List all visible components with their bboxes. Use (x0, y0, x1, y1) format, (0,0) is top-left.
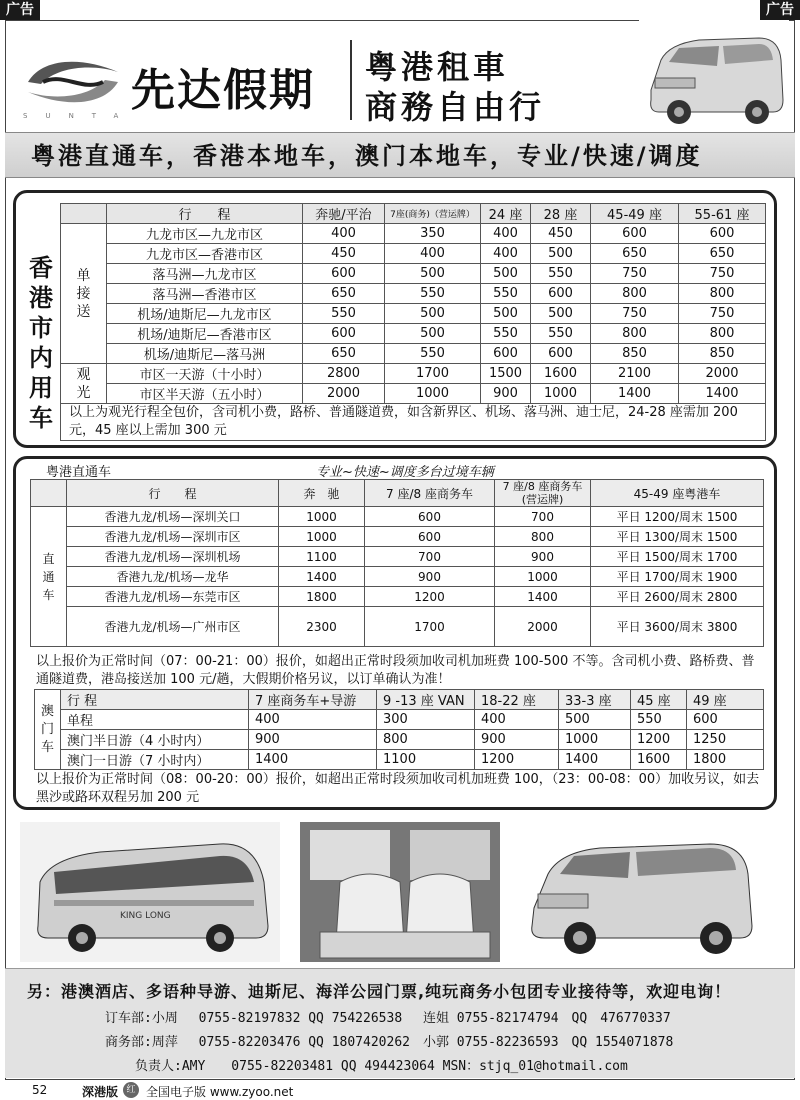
brand-latin: SUNTA (23, 112, 137, 120)
service-banner: 粤港直通车，香港本地车，澳门本地车，专业/快速/调度 (5, 132, 795, 178)
side-strip (792, 1000, 800, 1070)
table-row: 澳门一日游（7 小时内） 1400 1100 1200 1400 1600 1800 (35, 750, 764, 770)
van-interior-photo (300, 822, 500, 962)
cross-border-tagline: 专业~快速~调度多台过境车辆 (316, 465, 494, 480)
ad-label-right: 广告 (760, 0, 800, 20)
page-number: 52 (32, 1083, 48, 1097)
table-note-row (61, 404, 766, 441)
extra-services-text: 另：港澳酒店、多语种导游、迪斯尼、海洋公园门票,纯玩商务小包团专业接待等，欢迎电询！ (27, 982, 732, 1001)
ad-label-left: 广告 (0, 0, 40, 20)
table-row: 机场/迪斯尼—落马洲 650 550 600 600 850 850 (61, 344, 766, 364)
hk-price-table (60, 203, 766, 441)
cross-border-note: 以上报价为正常时间（07：00-21：00）报价，如超出正常时段须加收司机加班费 100-500 不等。含司机小费、路桥费、普通隧道费，港岛接送加 100 元/趟，大假期价格另议，以订单确认为准！ (36, 654, 755, 687)
minivan-photo (520, 822, 760, 962)
edition-badge-icon: 红 (123, 1082, 139, 1098)
brand-logo-icon (23, 52, 123, 112)
manager-contact-line: 负责人:AMY 0755-82203481 QQ 494423064 MSN：stjq_01@hotmail.com (135, 1059, 628, 1074)
hk-side-label: 香 港 市 内 用 车 (29, 254, 53, 432)
group-sightseeing: 观 光 (61, 364, 107, 404)
bus-brand-text: KING LONG (120, 911, 171, 921)
macau-side-label: 澳 门 车 (35, 690, 61, 770)
table-row: 香港九龙/机场—东莞市区 1800 1200 1400 平日 2600/周末 2800 (31, 587, 764, 607)
coach-bus-photo (20, 822, 280, 962)
table-header-row: 行 程 奔 驰 7 座/8 座商务车 7 座/8 座商务车(营运牌) 45-49 座粤港车 (31, 480, 764, 507)
table-row: 机场/迪斯尼—香港市区 600 500 550 550 800 800 (61, 324, 766, 344)
cross-side-label: 直 通 车 (31, 507, 67, 647)
hk-note: 以上为观光行程全包价，含司机小费，路桥、普通隧道费，如含新界区、机场、落马洲、迪士尼，24-28 座需加 200 元，45 座以上需加 300 元 (61, 404, 766, 441)
van-photo (639, 20, 789, 130)
vehicle-photos (20, 822, 780, 962)
table-row: 落马洲—香港市区 650 550 550 600 800 800 (61, 284, 766, 304)
cross-border-title: 粤港直通车 (46, 465, 112, 480)
table-row: 单程 400 300 400 500 550 600 (35, 710, 764, 730)
header-divider (350, 40, 352, 120)
table-row: 观 光 市区一天游（十小时） 2800 1700 1500 1600 2100 2000 (61, 364, 766, 384)
macau-note: 以上报价为正常时间（08：00-20：00）报价，如超出正常时段须加收司机加班费 100，（23：00-08：00）加收另议，如去黑沙或路环双程另加 200 元 (36, 772, 760, 805)
cross-border-section (13, 456, 777, 810)
table-header-row: 行 程 奔驰/平治 7座(商务)（营运牌） 24 座 28 座 45-49 座 55-61 座 (61, 204, 766, 224)
macau-table (34, 689, 764, 770)
table-row: 香港九龙/机场—广州市区 2300 1700 2000 平日 3600/周末 3800 (31, 607, 764, 647)
service-line-2: 商務自由行 (365, 88, 546, 126)
hk-local-section (13, 190, 777, 448)
contact-footer (5, 968, 795, 1078)
table-row: 九龙市区—香港市区 450 400 400 500 650 650 (61, 244, 766, 264)
page-footer (0, 1080, 800, 1100)
table-row: 市区半天游（五小时） 2000 1000 900 1000 1400 1400 (61, 384, 766, 404)
table-row: 香港九龙/机场—深圳机场 1100 700 900 平日 1500/周末 1700 (31, 547, 764, 567)
table-row: 直 通 车 香港九龙/机场—深圳关口 1000 600 700 平日 1200/周末 1500 (31, 507, 764, 527)
table-row: 落马洲—九龙市区 600 500 500 550 750 750 (61, 264, 766, 284)
table-row: 机场/迪斯尼—九龙市区 550 500 500 500 750 750 (61, 304, 766, 324)
site-link[interactable]: 全国电子版 www.zyoo.net (146, 1085, 294, 1099)
booking-contact-line: 订车部:小周 0755-82197832 QQ 754226538 连姐 0755-82174794 QQ 476770337 (105, 1011, 671, 1026)
header (5, 20, 795, 130)
business-contact-line: 商务部:周萍 0755-82203476 QQ 1807420262 小郭 0755-82236593 QQ 1554071878 (105, 1035, 674, 1050)
brand-name: 先达假期 (131, 65, 315, 116)
cross-border-table (30, 479, 764, 647)
table-row: 澳门半日游（4 小时内） 900 800 900 1000 1200 1250 (35, 730, 764, 750)
edition-label: 深港版 (82, 1085, 119, 1099)
table-row: 香港九龙/机场—龙华 1400 900 1000 平日 1700/周末 1900 (31, 567, 764, 587)
table-row: 香港九龙/机场—深圳市区 1000 600 800 平日 1300/周末 1500 (31, 527, 764, 547)
service-line-1: 粤港租車 (365, 48, 510, 86)
table-header-row: 澳 门 车 行 程 7 座商务车+导游 9 -13 座 VAN 18-22 座 33-3 座 45 座 49 座 (35, 690, 764, 710)
table-row: 单 接 送 九龙市区—九龙市区 400 350 400 450 600 600 (61, 224, 766, 244)
group-single-transfer: 单 接 送 (61, 224, 107, 364)
